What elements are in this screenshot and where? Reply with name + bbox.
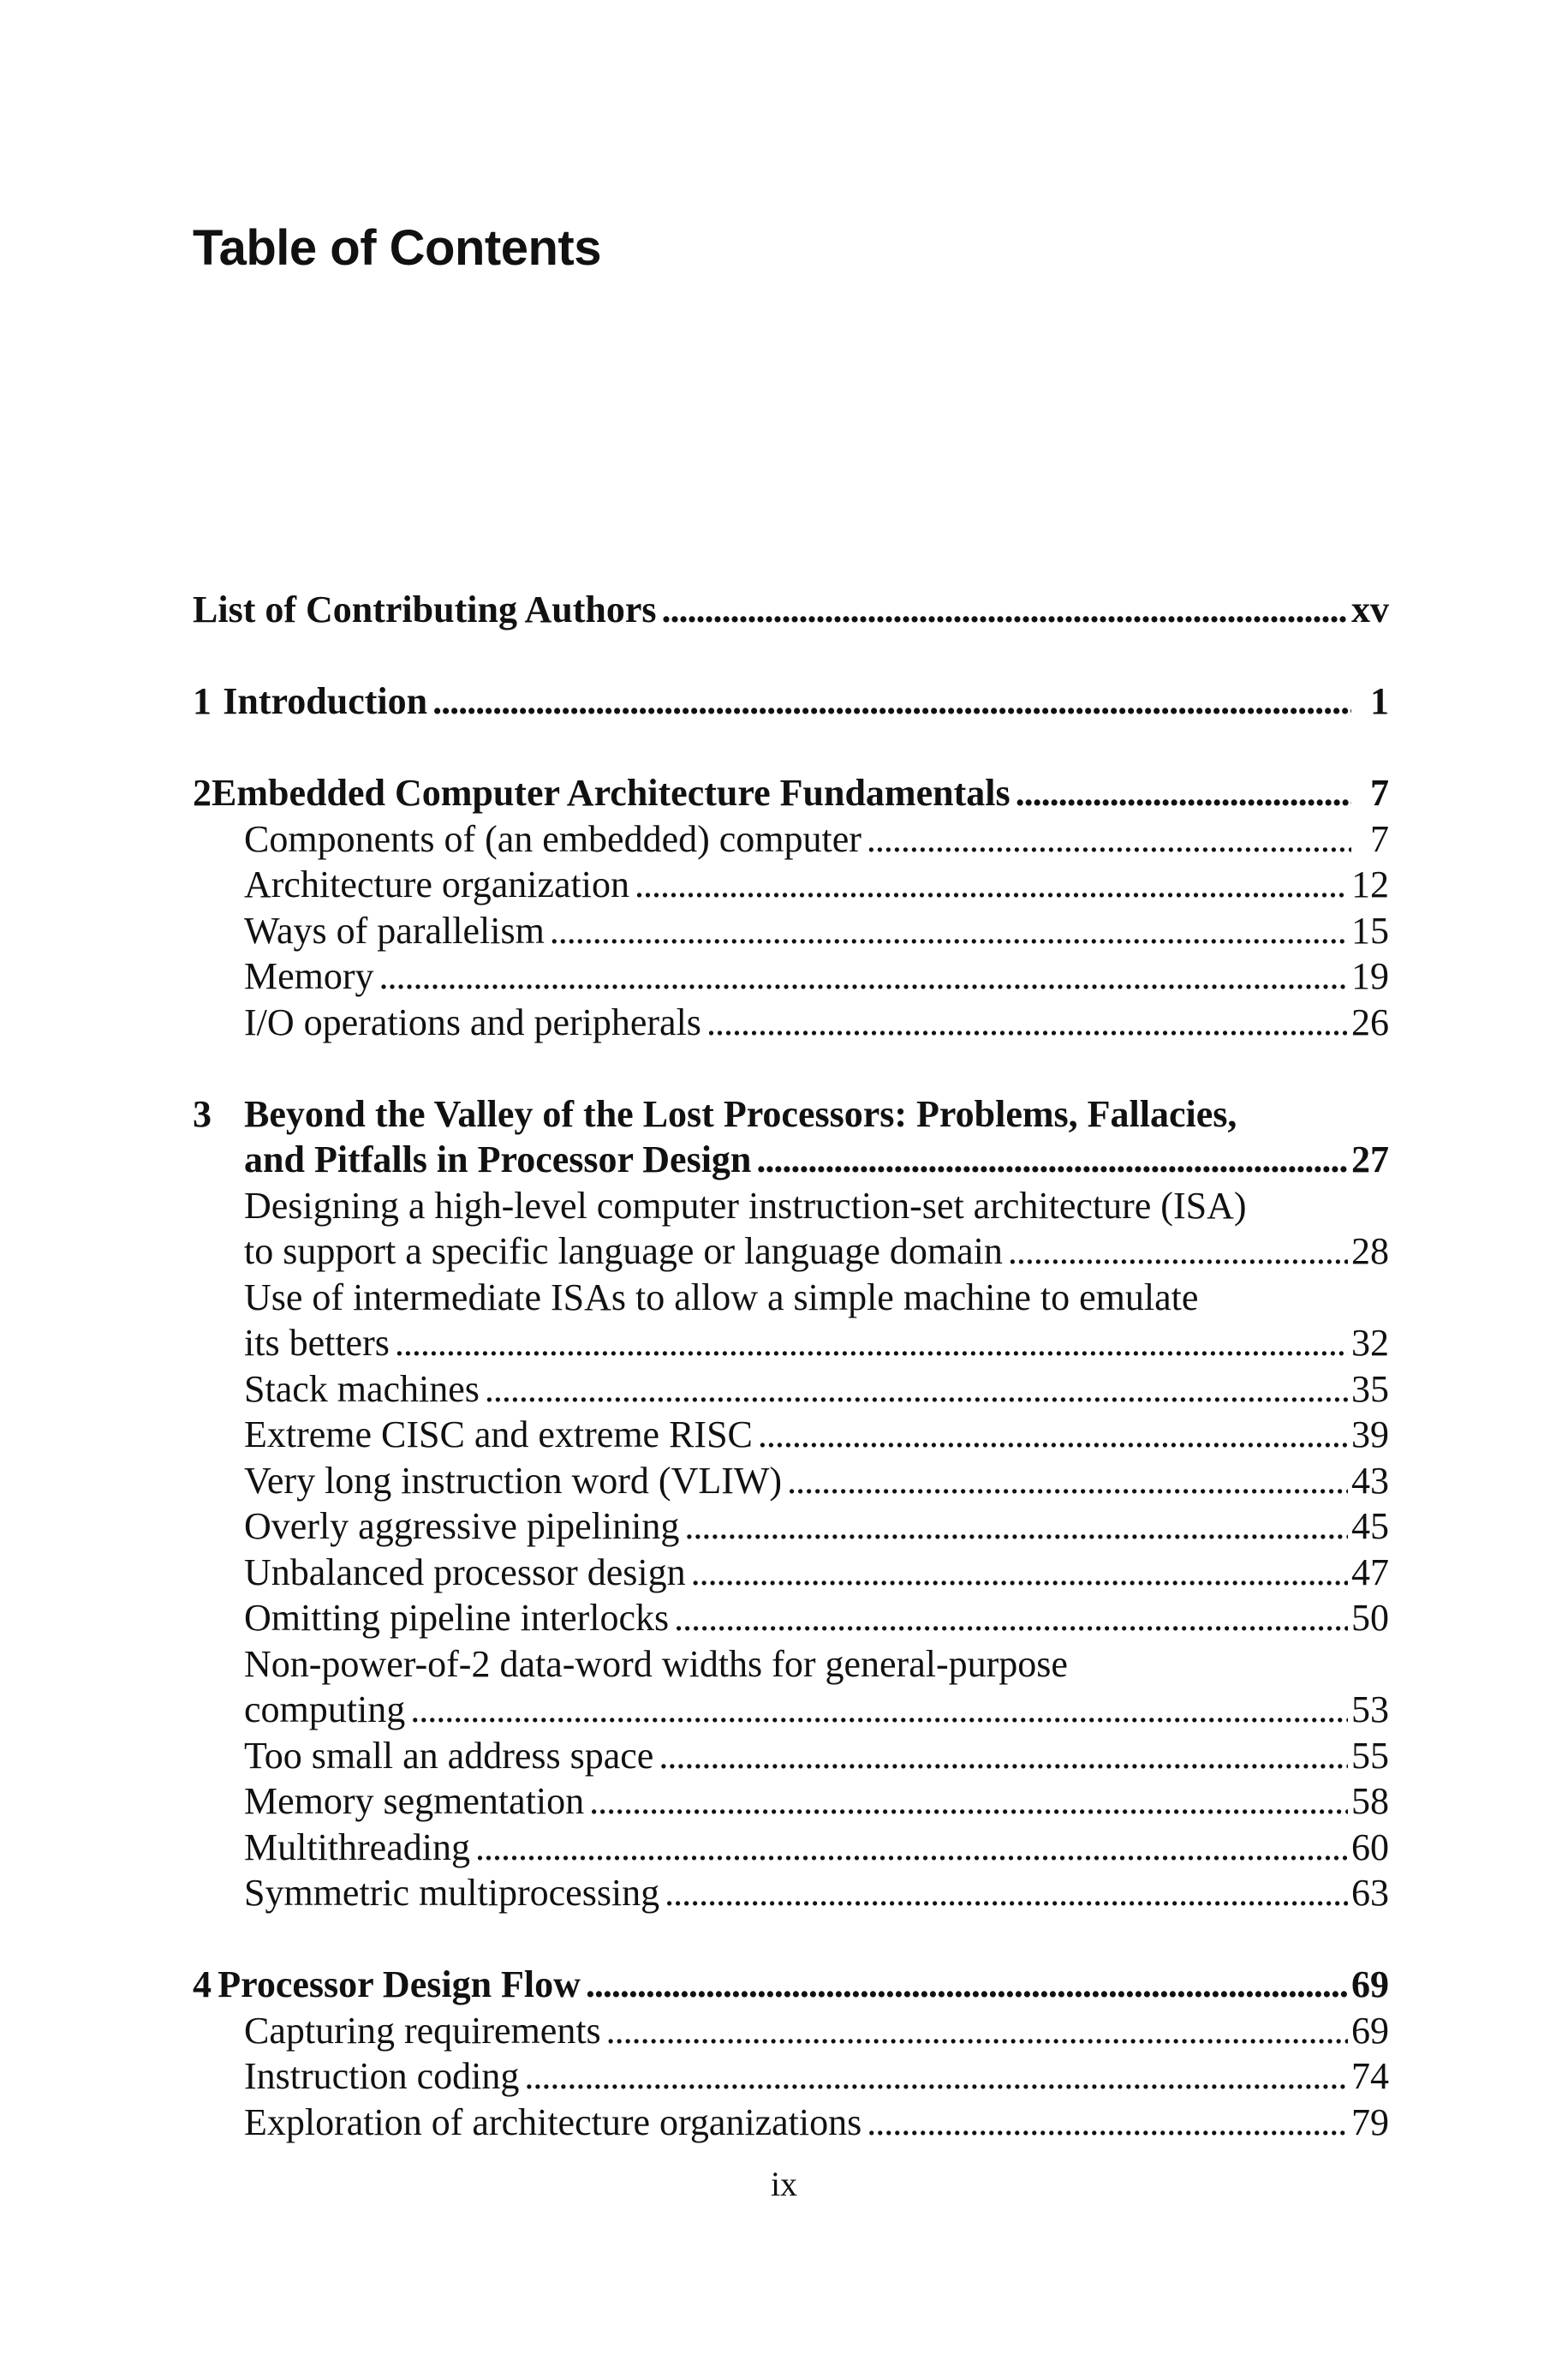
- dot-leader: [410, 1687, 1348, 1733]
- toc-page-number: 50: [1351, 1597, 1389, 1639]
- toc-entry-title: Too small an address space: [244, 1734, 654, 1777]
- toc-page-number: 47: [1351, 1550, 1389, 1593]
- toc-entry-section[interactable]: [193, 1870, 1389, 1916]
- toc-entry-section[interactable]: [193, 1778, 1389, 1825]
- dot-leader: [589, 1778, 1348, 1825]
- dot-leader: [550, 908, 1348, 954]
- toc-page-number: 26: [1351, 1001, 1389, 1043]
- toc-page-number: 1: [1370, 680, 1389, 722]
- toc-page-number: 7: [1370, 817, 1389, 860]
- toc-page-number: 55: [1351, 1734, 1389, 1777]
- toc-entry-title: Stack machines: [244, 1367, 480, 1410]
- dot-leader: [475, 1825, 1348, 1871]
- toc-entry-chapter-4[interactable]: [193, 1962, 1389, 2008]
- toc-entry-section[interactable]: [193, 1550, 1389, 1596]
- toc-entry-title-line-1: Use of intermediate ISAs to allow a simple machine to emulate: [244, 1276, 1199, 1318]
- dot-leader: [684, 1503, 1348, 1550]
- toc-entry-title: Very long instruction word (VLIW): [244, 1459, 783, 1502]
- toc-page-number: xv: [1351, 589, 1389, 630]
- toc-entry-chapter-2[interactable]: [193, 770, 1389, 816]
- dot-leader: [662, 587, 1348, 633]
- toc-entry-title: Exploration of architecture organizations: [244, 2100, 862, 2143]
- toc-entry-title-line-1: Non-power-of-2 data-word widths for general-purpose: [244, 1642, 1068, 1685]
- toc-page-number: 63: [1351, 1872, 1389, 1914]
- toc-page-number: 69: [1351, 1963, 1389, 2005]
- toc-entry-title: Extreme CISC and extreme RISC: [244, 1413, 753, 1455]
- toc-entry-section[interactable]: [193, 1733, 1389, 1779]
- dot-leader: [691, 1550, 1348, 1596]
- toc-entry-title: List of Contributing Authors: [193, 589, 657, 630]
- toc-entry-section[interactable]: [193, 1000, 1389, 1046]
- toc-entry-title: Instruction coding: [244, 2055, 520, 2097]
- toc-entry-section[interactable]: [193, 1275, 1389, 1366]
- toc-entry-title: Components of (an embedded) computer: [244, 817, 862, 860]
- dot-leader: [787, 1458, 1348, 1504]
- toc-entry-title: Processor Design Flow: [218, 1963, 581, 2005]
- toc-page-number: 43: [1351, 1459, 1389, 1502]
- toc-entry-title: Capturing requirements: [244, 2009, 601, 2052]
- toc-entry-chapter-3[interactable]: [193, 1091, 1389, 1183]
- toc-page-number: 15: [1351, 909, 1389, 952]
- chapter-number: 3: [193, 1092, 212, 1135]
- toc-entry-section[interactable]: [193, 1458, 1389, 1504]
- toc-entry-section[interactable]: [193, 908, 1389, 954]
- toc-entry-title: Architecture organization: [244, 863, 629, 905]
- dot-leader: [867, 816, 1351, 863]
- toc-entry-front-matter[interactable]: [193, 587, 1389, 633]
- toc-entry-section[interactable]: [193, 1183, 1389, 1275]
- dot-leader: [586, 1962, 1348, 2008]
- dot-leader: [1016, 770, 1351, 816]
- dot-leader: [674, 1595, 1348, 1641]
- toc-entry-section[interactable]: [193, 1366, 1389, 1413]
- toc-entry-title: Ways of parallelism: [244, 909, 545, 952]
- page-title: Table of Contents: [193, 220, 601, 276]
- toc-entry-title: Unbalanced processor design: [244, 1550, 686, 1593]
- toc-entry-title: Embedded Computer Architecture Fundamentals: [212, 772, 1011, 814]
- toc-entry-title: Multithreading: [244, 1825, 470, 1868]
- toc-entry-title-line-2: its betters: [244, 1322, 390, 1364]
- dot-leader: [379, 953, 1348, 1000]
- toc-entry-title: Omitting pipeline interlocks: [244, 1597, 670, 1639]
- toc-entry-title-line-1: Beyond the Valley of the Lost Processors: Problems, Fallacies,: [244, 1092, 1237, 1135]
- toc-page-number: 69: [1351, 2009, 1389, 2052]
- table-of-contents: [193, 587, 1389, 2145]
- toc-page-number: 12: [1351, 863, 1389, 905]
- dot-leader: [758, 1412, 1348, 1458]
- toc-entry-title: Overly aggressive pipelining: [244, 1505, 680, 1547]
- toc-entry-section[interactable]: [193, 2053, 1389, 2100]
- toc-entry-title-line-2: to support a specific language or language domain: [244, 1230, 1003, 1272]
- toc-page-number: 28: [1351, 1230, 1389, 1272]
- toc-entry-title: Memory: [244, 955, 374, 997]
- toc-entry-title: Introduction: [223, 680, 428, 722]
- toc-entry-section[interactable]: [193, 2100, 1389, 2146]
- toc-entry-chapter-1[interactable]: [193, 678, 1389, 725]
- chapter-number: 4: [193, 1963, 212, 2005]
- dot-leader: [524, 2053, 1348, 2100]
- chapter-number: 2: [193, 772, 212, 814]
- toc-page-number: 79: [1351, 2100, 1389, 2143]
- toc-page-number: 58: [1351, 1780, 1389, 1822]
- toc-entry-section[interactable]: [193, 953, 1389, 1000]
- toc-entry-section[interactable]: [193, 1825, 1389, 1871]
- toc-page-number: 74: [1351, 2055, 1389, 2097]
- toc-page-number: 35: [1351, 1367, 1389, 1410]
- toc-entry-section[interactable]: [193, 1641, 1389, 1733]
- chapter-number: 1: [193, 680, 212, 722]
- dot-leader: [1008, 1228, 1348, 1275]
- toc-page-number: 60: [1351, 1825, 1389, 1868]
- toc-page-number: 7: [1370, 772, 1389, 814]
- toc-page-number: 39: [1351, 1413, 1389, 1455]
- dot-leader: [606, 2008, 1348, 2054]
- toc-page-number: 45: [1351, 1505, 1389, 1547]
- toc-page-number: 32: [1351, 1322, 1389, 1364]
- dot-leader: [432, 678, 1351, 725]
- toc-entry-section[interactable]: [193, 1412, 1389, 1458]
- toc-page-number: 27: [1351, 1138, 1389, 1180]
- toc-page-number: 19: [1351, 955, 1389, 997]
- toc-page-number: 53: [1351, 1688, 1389, 1730]
- toc-entry-section[interactable]: [193, 1595, 1389, 1641]
- toc-entry-title-line-2: and Pitfalls in Processor Design: [244, 1138, 752, 1180]
- dot-leader: [867, 2100, 1348, 2146]
- dot-leader: [485, 1366, 1348, 1413]
- toc-entry-section[interactable]: [193, 1503, 1389, 1550]
- dot-leader: [659, 1733, 1348, 1779]
- toc-entry-title: Symmetric multiprocessing: [244, 1872, 660, 1914]
- page-folio: ix: [770, 2165, 798, 2203]
- toc-entry-title: I/O operations and peripherals: [244, 1001, 701, 1043]
- toc-entry-title-line-1: Designing a high-level computer instruction-set architecture (ISA): [244, 1184, 1247, 1227]
- dot-leader: [665, 1870, 1348, 1916]
- dot-leader: [635, 862, 1348, 908]
- toc-entry-section[interactable]: [193, 816, 1389, 863]
- toc-entry-title: Memory segmentation: [244, 1780, 585, 1822]
- toc-entry-title-line-2: computing: [244, 1688, 406, 1730]
- toc-entry-section[interactable]: [193, 862, 1389, 908]
- dot-leader: [395, 1320, 1348, 1366]
- dot-leader: [706, 1000, 1348, 1046]
- toc-entry-section[interactable]: [193, 2008, 1389, 2054]
- dot-leader: [756, 1137, 1348, 1183]
